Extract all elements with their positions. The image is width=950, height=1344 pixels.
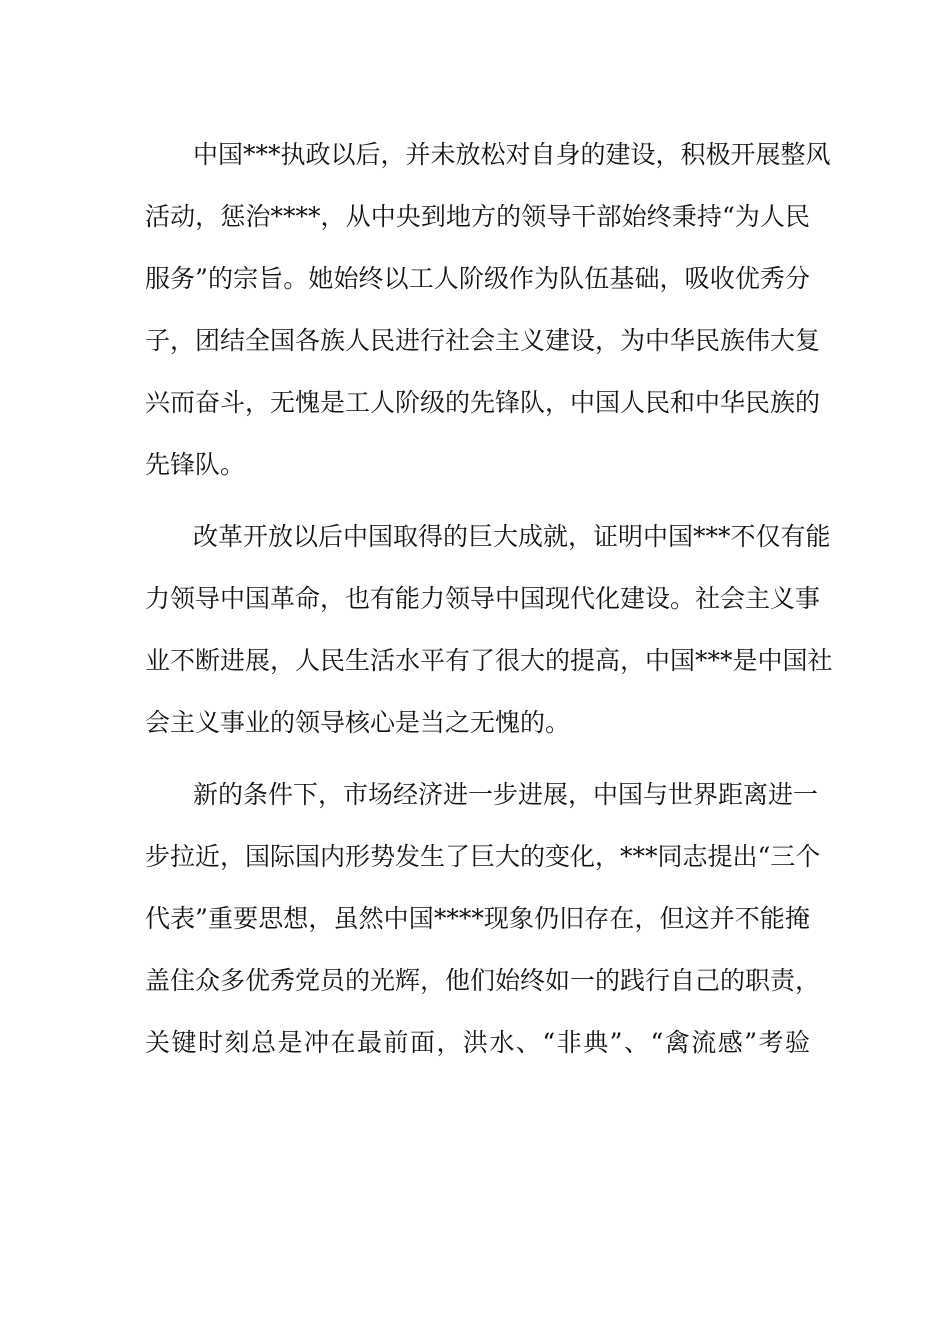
text-line: 步拉近，国际国内形势发生了巨大的变化，***同志提出“三个: [145, 842, 821, 871]
text-line: 服务”的宗旨。她始终以工人阶级作为队伍基础，吸收优秀分: [145, 264, 810, 293]
document-body: [145, 124, 833, 1074]
text-line: 先锋队。: [145, 450, 246, 479]
paragraph-2: [145, 506, 833, 754]
text-line: 关键时刻总是冲在最前面，洪水、“非典”、“禽流感”考验: [145, 1028, 810, 1057]
paragraph-1: [145, 124, 831, 496]
text-line: 业不断进展，人民生活水平有了很大的提高，中国***是中国社: [145, 646, 833, 675]
text-line: 中国***执政以后，并未放松对自身的建设，积极开展整风: [193, 140, 831, 169]
text-line: 兴而奋斗，无愧是工人阶级的先锋队，中国人民和中华民族的: [145, 388, 821, 417]
text-line: 盖住众多优秀党员的光辉，他们始终如一的践行自己的职责，: [145, 966, 821, 995]
text-line: 力领导中国革命，也有能力领导中国现代化建设。社会主义事: [145, 584, 821, 613]
text-line: 子，团结全国各族人民进行社会主义建设，为中华民族伟大复: [145, 326, 821, 355]
paragraph-gap: [145, 496, 810, 506]
text-line: 改革开放以后中国取得的巨大成就，证明中国***不仅有能: [193, 522, 831, 551]
text-line: 活动，惩治****，从中央到地方的领导干部始终秉持“为人民: [145, 202, 810, 231]
text-line: 会主义事业的领导核心是当之无愧的。: [145, 708, 571, 737]
paragraph-3: [145, 764, 821, 1074]
paragraph-gap: [145, 754, 810, 764]
text-line: 代表”重要思想，虽然中国****现象仍旧存在，但这并不能掩: [145, 904, 810, 933]
text-line: 新的条件下，市场经济进一步进展，中国与世界距离进一: [193, 780, 819, 809]
